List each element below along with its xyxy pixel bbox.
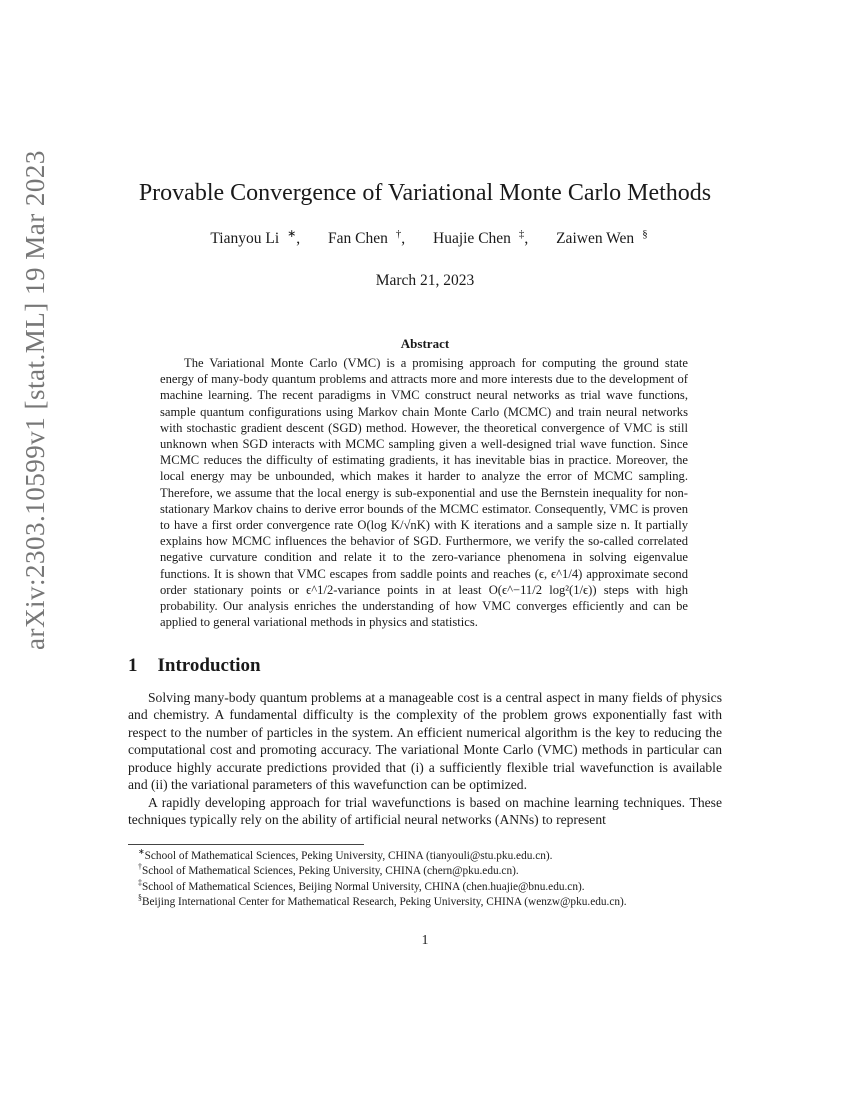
arxiv-identifier: arXiv:2303.10599v1 [stat.ML] 19 Mar 2023 (20, 150, 50, 650)
footnote: ∗School of Mathematical Sciences, Peking University, CHINA (tianyouli@stu.pku.edu.cn). (138, 847, 553, 862)
body-paragraph: A rapidly developing approach for trial wavefunctions is based on machine learning techniques. These techniques typically rely on the ability of artificial neural networks (ANNs) to represent (128, 795, 722, 828)
footnote-rule (128, 844, 364, 845)
page-number: 1 (421, 932, 429, 947)
footnotes (128, 849, 728, 910)
author-list (0, 227, 850, 248)
section-number: 1 (128, 655, 138, 676)
author: Huajie Chen ‡, (433, 227, 529, 247)
section-title: Introduction (157, 655, 261, 676)
paper-title: Provable Convergence of Variational Monte Carlo Methods (138, 180, 712, 206)
abstract-heading: Abstract (400, 336, 450, 351)
footnote: ‡School of Mathematical Sciences, Beijing Normal University, CHINA (chen.huajie@bnu.edu.cn). (138, 877, 585, 893)
section-heading (128, 655, 261, 677)
footnote: †School of Mathematical Sciences, Peking University, CHINA (chern@pku.edu.cn). (138, 862, 519, 878)
footnote: §Beijing International Center for Mathematical Research, Peking University, CHINA (wenzw@pku.edu.cn). (138, 893, 627, 908)
author: Zaiwen Wen § (556, 227, 648, 247)
body-paragraph: Solving many-body quantum problems at a manageable cost is a central aspect in many fields of physics and chemistry. A fundamental difficulty is the complexity of the problem grows exponentially fast with respect to the number of particles in the system. An efficient numerical algorithm is the key to reducing the computational cost and promoting accuracy. The variational Monte Carlo (VMC) methods in particular can produce highly accurate predictions provided that (i) a sufficiently flexible trial wavefunction is available and (ii) the variational parameters of this wavefunction can be optimized. (128, 690, 722, 793)
author: Fan Chen †, (327, 227, 406, 247)
author: Tianyou Li ∗, (210, 227, 301, 247)
abstract-text: The Variational Monte Carlo (VMC) is a promising approach for computing the ground state energy of many-body quantum problems and attracts more and more interests due to the development of machine learning. The recent paradigms in VMC construct neural networks as trial wave functions, sample quantum configurations using Markov chain Monte Carlo (MCMC) and train neural networks with stochastic gradient descent (SGD) method. However, the theoretical convergence of VMC is still unknown when SGD interacts with MCMC sampling given a well-designed trial wave function. Since MCMC reduces the difficulty of estimating gradients, it has inevitable bias in practice. Moreover, the local energy may be unbounded, which makes it harder to analyze the error of MCMC sampling. Therefore, we assume that the local energy is sub-exponential and use the Bernstein inequality for non-stationary Markov chains to derive error bounds of the MCMC estimator. Consequently, VMC is proven to have a first order convergence rate O(log K/√nK) with K iterations and a sample size n. It partially explains how MCMC influences the behavior of SGD. Furthermore, we verify the so-called correlated negative curvature condition and relate it to the zero-variance phenomena in solving eigenvalue functions. It is shown that VMC escapes from saddle points and reaches (ϵ, ϵ^1/4) approximate second order stationary points or ϵ^1/2-variance points in at least O(ϵ^−11/2 log²(1/ϵ)) steps with high probability. Our analysis enriches the understanding of how VMC converges efficiently and can be applied to general variational methods in physics and statistics. (160, 356, 688, 630)
paper-date: March 21, 2023 (375, 272, 475, 289)
